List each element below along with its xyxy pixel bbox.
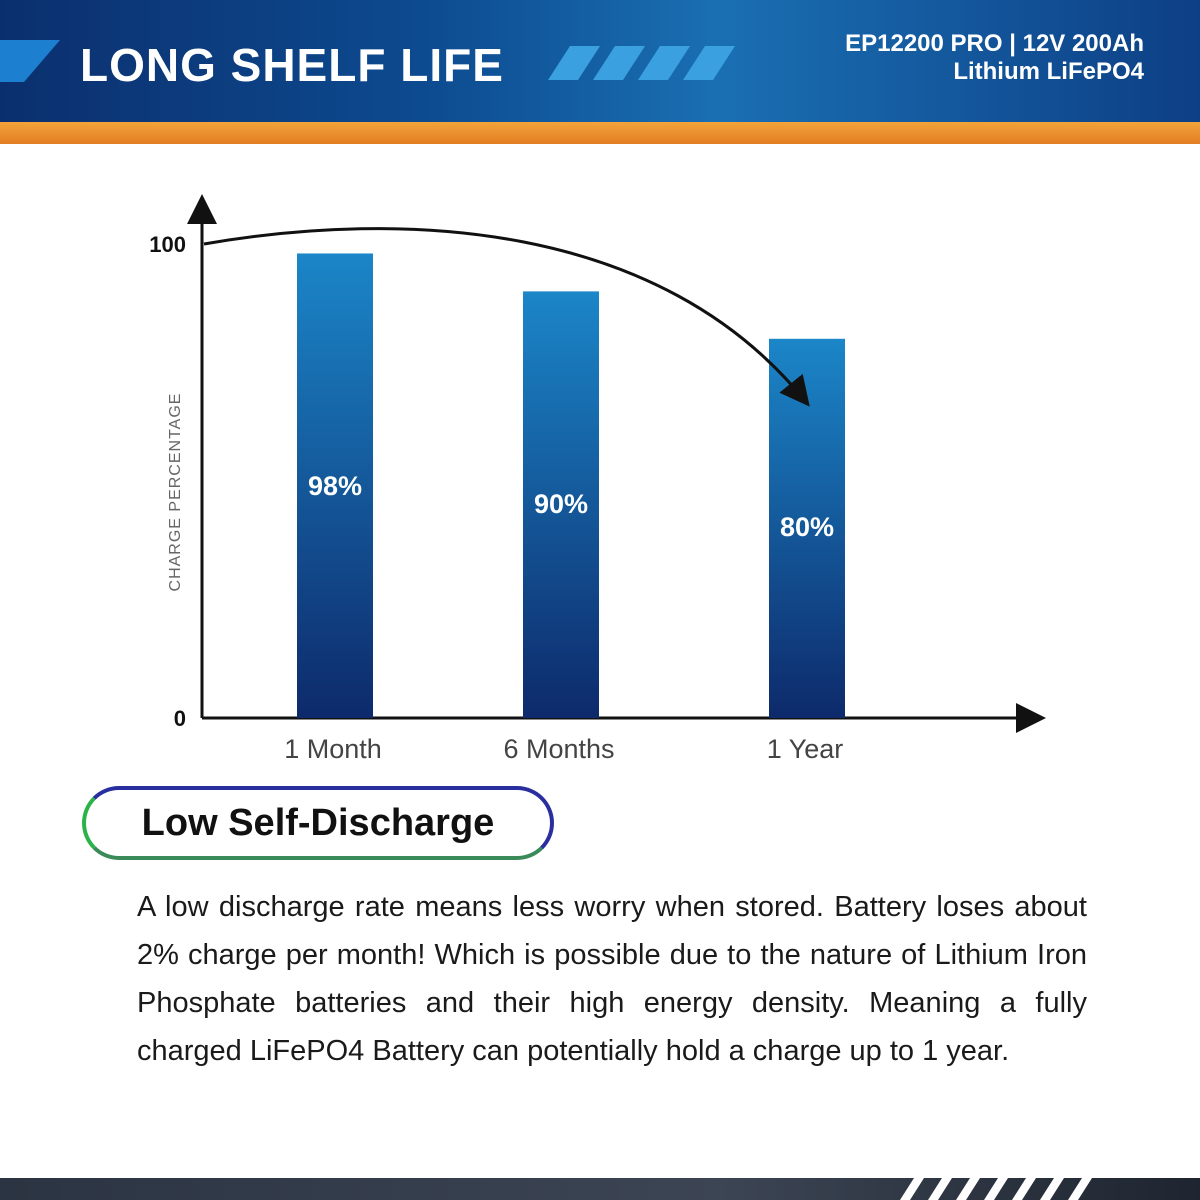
y-tick-label: 0 <box>173 706 186 731</box>
header-accent-shape <box>0 40 60 82</box>
x-tick-label: 1 Year <box>766 734 844 764</box>
x-tick-label: 1 Month <box>284 734 382 764</box>
decorative-stripes-icon <box>548 46 748 80</box>
header-banner <box>0 0 1200 122</box>
accent-bar <box>0 122 1200 144</box>
trend-arrow <box>204 229 806 402</box>
footer-stripes-icon <box>900 1178 1160 1200</box>
product-type: Lithium LiFePO4 <box>953 58 1144 85</box>
y-tick-label: 100 <box>149 232 186 257</box>
section-description: A low discharge rate means less worry when stored. Battery loses about 2% charge per month! Which is possible due to the nature of Lithium Iron Phosphate batteries and their high energy density. Meaning a fully charged LiFePO4 Battery can potentially hold a charge up to 1 year. <box>137 891 1087 1067</box>
y-axis-label: CHARGE PERCENTAGE <box>167 392 184 592</box>
page-title: LONG SHELF LIFE <box>80 39 504 91</box>
section-heading: Low Self-Discharge <box>141 801 495 844</box>
bar-chart <box>0 160 1200 780</box>
x-tick-label: 6 Months <box>503 734 615 764</box>
product-model: EP12200 PRO | 12V 200Ah <box>845 30 1144 57</box>
footer-bar <box>0 1178 1200 1200</box>
section-heading-pill <box>82 786 554 860</box>
bar-value-label: 98% <box>307 471 363 502</box>
bar-value-label: 90% <box>533 489 589 520</box>
product-name <box>845 30 1144 86</box>
bar-value-label: 80% <box>779 511 835 542</box>
